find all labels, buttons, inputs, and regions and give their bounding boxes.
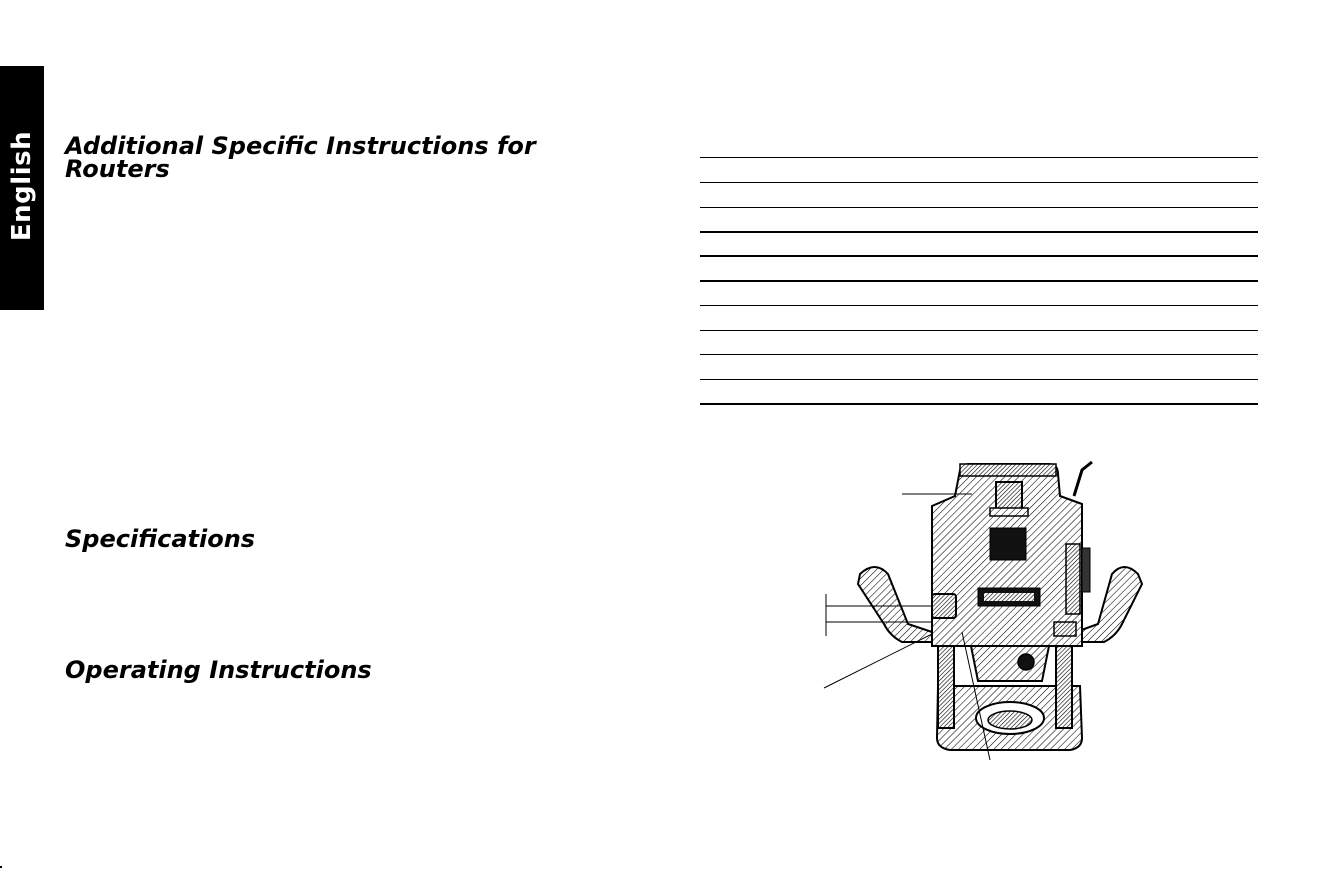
table-rule [700, 305, 1258, 306]
table-rule [700, 255, 1258, 257]
table-rule [700, 379, 1258, 380]
table-rule [700, 231, 1258, 233]
table-rule [700, 182, 1258, 183]
operating-instructions-heading: Operating Instructions [65, 656, 372, 684]
routers-instructions-heading: Additional Specific Instructions for Routers [65, 132, 536, 183]
table-rule [700, 207, 1258, 208]
router-power-cord [1074, 462, 1092, 496]
table-rule [700, 403, 1258, 405]
specifications-heading: Specifications [65, 525, 256, 553]
specification-table-rules [700, 157, 1258, 407]
plunge-router-illustration-icon [820, 456, 1150, 766]
table-rule [700, 157, 1258, 158]
table-rule [700, 330, 1258, 331]
language-tab-label: English [7, 130, 37, 242]
callout-line [824, 634, 932, 688]
page-corner-mark [0, 866, 2, 868]
table-rule [700, 280, 1258, 282]
router-left-handle [858, 567, 932, 642]
table-rule [700, 354, 1258, 355]
